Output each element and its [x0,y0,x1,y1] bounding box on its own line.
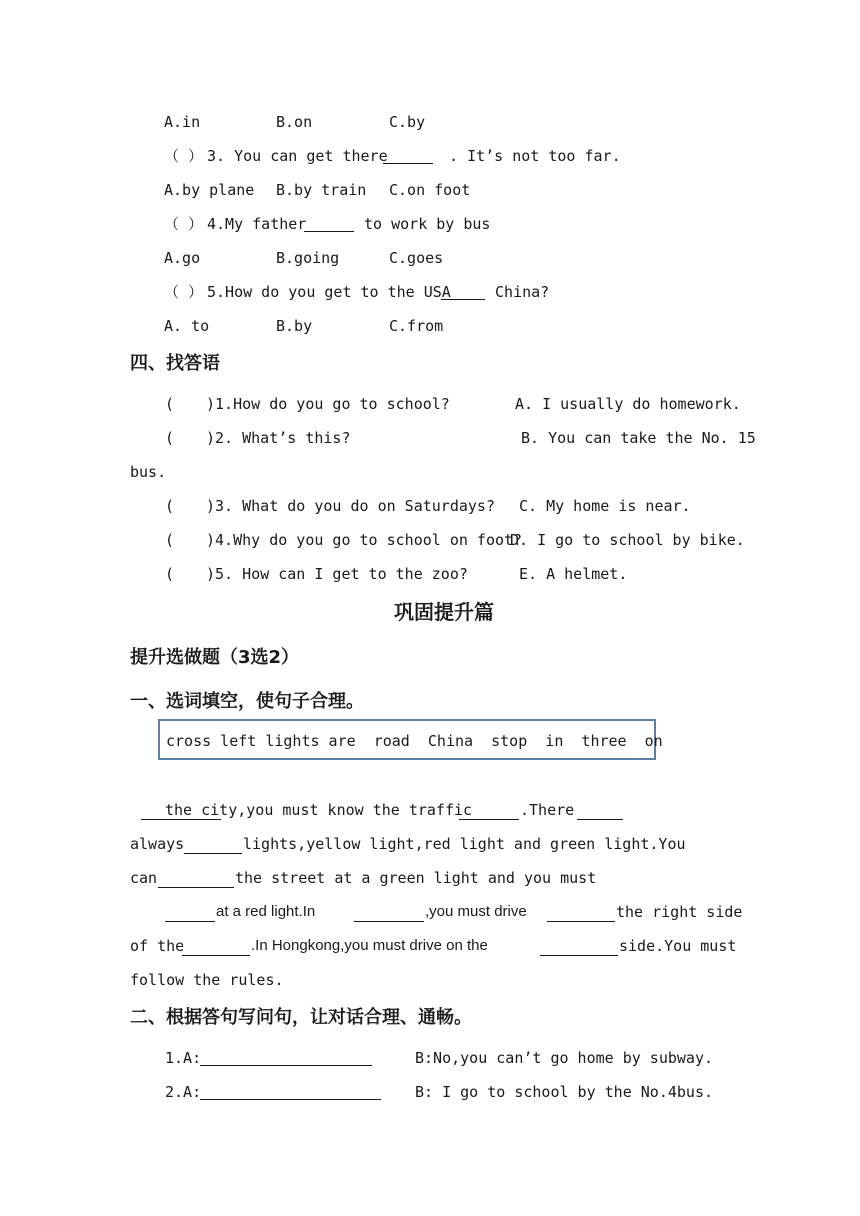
question-5-paren: （ ） [164,283,204,301]
section-2-heading: 二、根据答句写问句，让对话合理、通畅。 [130,1007,472,1028]
question-4-stem: 4.My father [207,215,307,233]
dialogue-answer: B: I go to school by the No.4bus. [415,1083,714,1101]
answer-blank [165,920,215,922]
match-answer: E. A helmet. [519,565,628,583]
option-a: A.in [164,113,201,131]
word-bank-box [158,719,663,760]
passage-text: .There [520,801,575,819]
option-b: B.by [276,317,313,335]
option-a: A. to [164,317,210,335]
passage-text: follow the rules. [130,971,284,989]
answer-blank [200,1064,372,1066]
passage-text: the city,you must know the traffic [165,801,473,819]
answer-blank [459,818,519,820]
passage-text: at a red light.In [216,903,316,920]
answer-blank [304,230,354,232]
question-3-paren: （ ） [164,147,204,165]
option-b: B.by train [276,181,367,199]
match-question: )1.How do you go to school? [206,395,450,413]
question-5-tail: China? [486,283,550,301]
answer-blank [577,818,623,820]
section-4-heading: 四、找答语 [130,353,220,374]
match-paren: ( [165,497,175,515]
option-c: C.on foot [389,181,471,199]
match-paren: ( [165,429,175,447]
answer-blank [540,954,618,956]
option-c: C.by [389,113,426,131]
match-paren: ( [165,565,175,583]
match-answer: D. I go to school by bike. [510,531,745,549]
question-3-tail: . It’s not too far. [440,147,621,165]
option-a: A.go [164,249,201,267]
match-answer: C. My home is near. [519,497,691,515]
passage-text: side.You must [619,937,737,955]
answer-blank [182,954,250,956]
option-c: C.goes [389,249,444,267]
option-b: B.going [276,249,340,267]
passage-text: the street at a green light and you must [235,869,597,887]
section-1-heading: 一、选词填空，使句子合理。 [130,691,364,712]
match-answer-wrap: bus. [130,463,167,481]
match-answer: A. I usually do homework. [515,395,741,413]
dialogue-question: 2.A: [165,1083,202,1101]
passage-text: .In Hongkong,you must drive on the [251,937,488,954]
passage-text: of the [130,937,185,955]
answer-blank [441,298,485,300]
dialogue-answer: B:No,you can’t go home by subway. [415,1049,714,1067]
option-b: B.on [276,113,313,131]
answer-blank [184,852,242,854]
answer-blank [383,162,433,164]
match-answer: B. You can take the No. 15 [521,429,756,447]
passage-text: can [130,869,158,887]
match-question: )5. How can I get to the zoo? [206,565,468,583]
question-5-stem: 5.How do you get to the USA [207,283,451,301]
passage-text: always [130,835,185,853]
question-3-stem: 3. You can get there [207,147,388,165]
question-4-tail: to work by bus [355,215,491,233]
answer-blank [158,886,234,888]
answer-blank [354,920,424,922]
match-question: )3. What do you do on Saturdays? [206,497,495,515]
passage-text: lights,yellow light,red light and green light.You [243,835,686,853]
answer-blank [200,1098,381,1100]
answer-blank [547,920,615,922]
option-c: C.from [389,317,444,335]
match-paren: ( [165,531,175,549]
match-question: )4.Why do you go to school on foot? [206,531,523,549]
dialogue-question: 1.A: [165,1049,202,1067]
match-question: )2. What’s this? [206,429,351,447]
part-title: 巩固提升篇 [394,600,494,624]
question-4-paren: （ ） [164,215,204,233]
match-paren: ( [165,395,175,413]
passage-text: the right side [616,903,743,921]
option-a: A.by plane [164,181,255,199]
word-bank: cross left lights are road China stop in three on [166,732,663,750]
passage-text: ,you must drive [425,903,527,920]
subtitle: 提升选做题（3选2） [130,647,300,668]
